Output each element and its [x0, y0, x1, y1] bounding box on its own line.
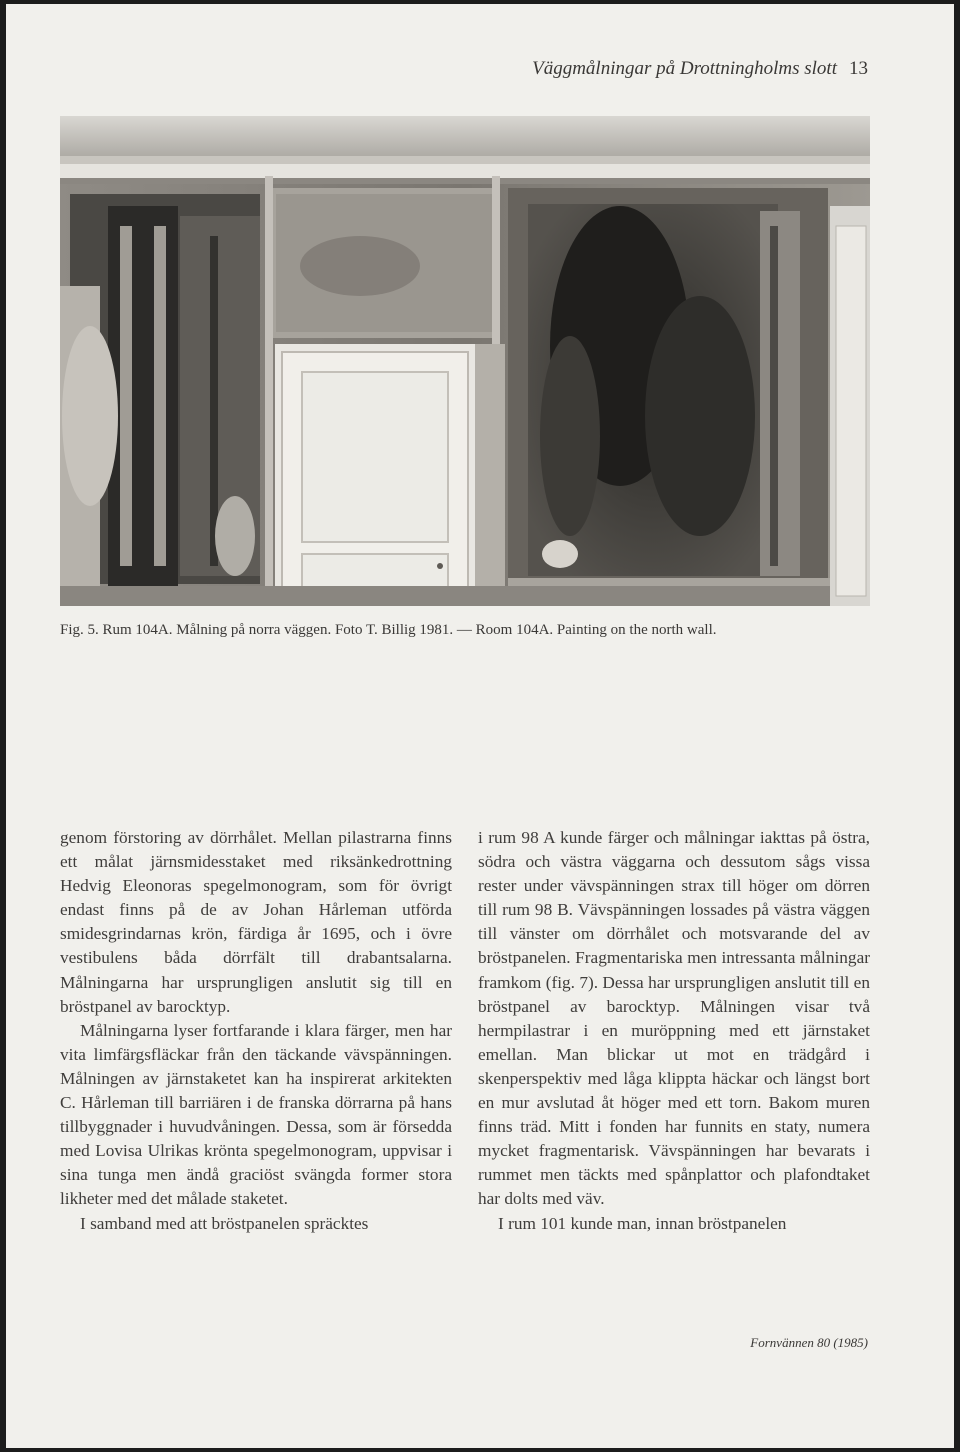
paragraph: I samband med att bröstpanelen spräcktes — [80, 1213, 369, 1233]
figure-caption: Fig. 5. Rum 104A. Målning på norra väggen. Foto T. Billig 1981. — Room 104A. Painting on the north wall. — [60, 622, 717, 638]
right-column — [478, 826, 870, 1236]
left-column — [60, 826, 452, 1236]
paragraph: i rum 98 A kunde färger och målningar iakttas på östra, södra och västra väggarna och dessutom sågs vissa rester under vävspänningen strax till höger om dörren till rum 98 B. Vävspänningen lossades på västra väggen till vänster om dörrhålet och motsvarande del av bröstpanelen. Fragmentariska men intressanta målningar framkom (fig. 7). Dessa har ursprungligen anslutit till en bröstpanel av barocktyp. Målningen visar två hermpilastrar i en muröppning med ett järnstaket emellan. Man blickar ut mot en trädgård i skenperspektiv med låga klippta häckar och längst bort en mur avslutad åt höger med ett torn. Bakom muren finns träd. Mitt i fonden har funnits en staty, numera mycket fragmentarisk. Vävspänningen har bevarats i rummet men täckts med spånplattor och plafondtaket har dolts med väv. — [478, 828, 870, 1209]
figure-photo — [60, 116, 870, 606]
running-head — [532, 58, 868, 80]
paragraph: Målningarna lyser fortfarande i klara färger, men har vita limfärgsfläckar från den täckande vävspänningen. Målningen av järnstaketet kan ha inspirerat arkitekten C. Hårleman till barriären i de franska dörrarna på hans tillbyggnader i huvudvåningen. Dessa, som är försedda med Lovisa Ulrikas krönta spegelmonogram, uppvisar i sina tunga men ändå graciöst svängda former stora likheter med det målade staketet. — [60, 1020, 452, 1209]
paragraph: I rum 101 kunde man, innan bröstpanelen — [498, 1213, 787, 1233]
page-number: 13 — [849, 58, 868, 79]
paragraph: genom förstoring av dörrhålet. Mellan pilastrarna finns ett målat järnsmidesstaket med riksänkedrottning Hedvig Eleonoras spegelmonogram, som för övrigt endast finns på de av Johan Hårleman utförda smidesgrindarnas krön, färdiga år 1695, och i övre vestibulens båda dörrfält till drabantsalarna. Målningarna har ursprungligen anslutit sig till en bröstpanel av barocktyp. — [60, 828, 452, 1016]
journal-footer: Fornvännen 80 (1985) — [750, 1335, 868, 1350]
running-title: Väggmålningar på Drottningholms slott — [532, 58, 837, 79]
